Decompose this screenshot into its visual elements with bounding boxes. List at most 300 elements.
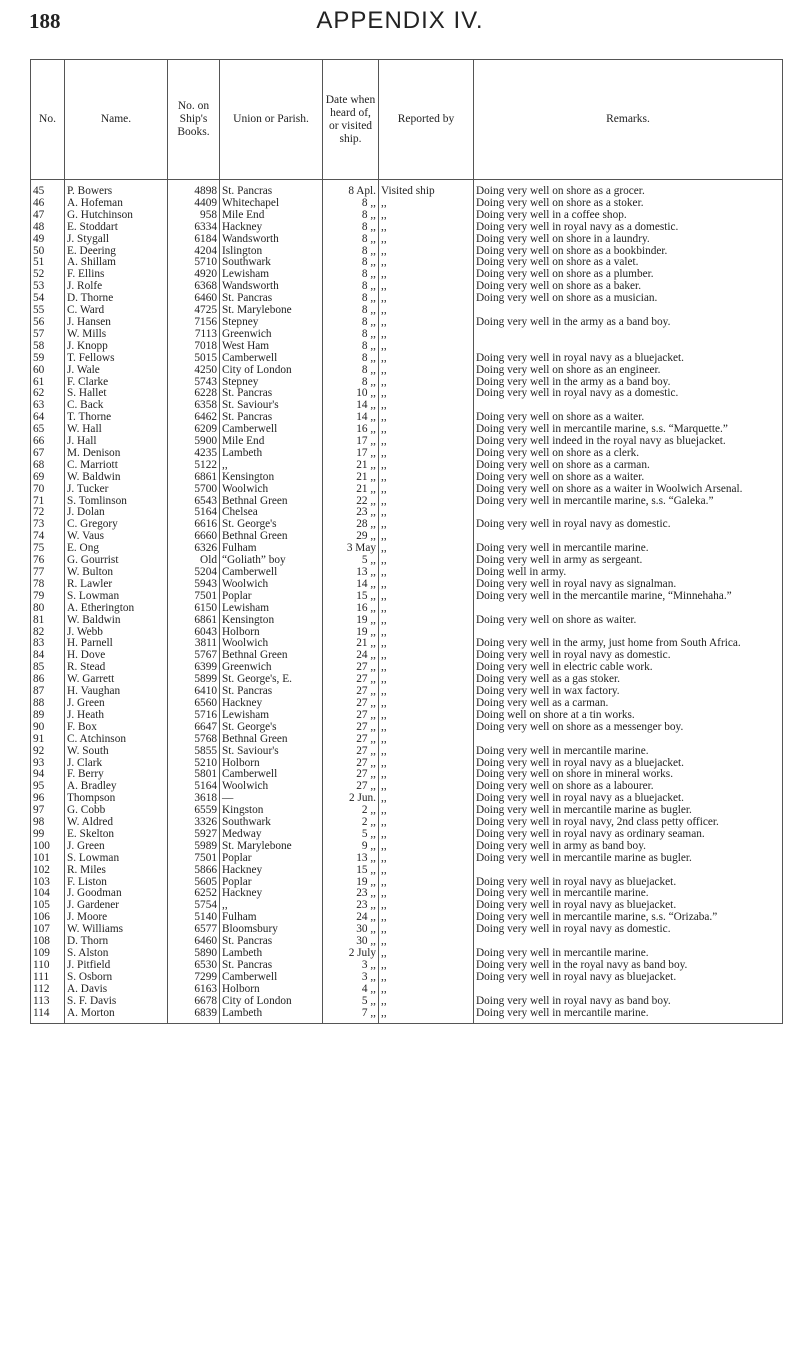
row-name: S. Osborn bbox=[65, 972, 168, 984]
row-reported-by: ,, bbox=[379, 972, 474, 984]
row-reported-by: ,, bbox=[379, 936, 474, 948]
row-number: 77 bbox=[31, 567, 65, 579]
records-table bbox=[30, 59, 783, 1024]
row-number: 112 bbox=[31, 984, 65, 996]
row-union-parish: Hackney bbox=[220, 888, 323, 900]
row-number: 69 bbox=[31, 472, 65, 484]
table-row bbox=[31, 841, 783, 853]
row-number: 105 bbox=[31, 900, 65, 912]
row-union-parish: St. Pancras bbox=[220, 686, 323, 698]
table-row bbox=[31, 722, 783, 734]
row-date: 2 Jun. bbox=[323, 793, 379, 805]
row-remarks bbox=[474, 984, 783, 996]
row-name: R. Stead bbox=[65, 662, 168, 674]
row-union-parish: Southwark bbox=[220, 257, 323, 269]
row-union-parish: Kensington bbox=[220, 615, 323, 627]
row-number: 52 bbox=[31, 269, 65, 281]
row-reported-by: ,, bbox=[379, 984, 474, 996]
row-number: 84 bbox=[31, 650, 65, 662]
row-date: 21 ,, bbox=[323, 638, 379, 650]
row-union-parish: St. George's bbox=[220, 519, 323, 531]
row-reported-by: ,, bbox=[379, 674, 474, 686]
row-union-parish: Holborn bbox=[220, 984, 323, 996]
row-reported-by: ,, bbox=[379, 341, 474, 353]
row-number: 98 bbox=[31, 817, 65, 829]
table-row bbox=[31, 246, 783, 258]
row-reported-by: ,, bbox=[379, 269, 474, 281]
row-date: 8 ,, bbox=[323, 198, 379, 210]
row-date: 4 ,, bbox=[323, 984, 379, 996]
header-remarks: Remarks. bbox=[474, 60, 783, 180]
row-union-parish: St. Saviour's bbox=[220, 746, 323, 758]
row-date: 8 ,, bbox=[323, 365, 379, 377]
row-remarks: Doing very well in the army as a band boy. bbox=[474, 377, 783, 389]
table-row bbox=[31, 734, 783, 746]
row-union-parish: West Ham bbox=[220, 341, 323, 353]
row-union-parish: Holborn bbox=[220, 627, 323, 639]
row-reported-by: ,, bbox=[379, 924, 474, 936]
row-reported-by: ,, bbox=[379, 627, 474, 639]
row-reported-by: ,, bbox=[379, 698, 474, 710]
row-union-parish: Lewisham bbox=[220, 603, 323, 615]
table-row bbox=[31, 591, 783, 603]
row-date: 15 ,, bbox=[323, 865, 379, 877]
row-union-parish: Camberwell bbox=[220, 972, 323, 984]
row-date: 8 ,, bbox=[323, 329, 379, 341]
row-number: 49 bbox=[31, 234, 65, 246]
row-remarks: Doing very well in a coffee shop. bbox=[474, 210, 783, 222]
table-row bbox=[31, 686, 783, 698]
header-no: No. bbox=[31, 60, 65, 180]
row-name: F. Liston bbox=[65, 877, 168, 889]
row-name: E. Deering bbox=[65, 246, 168, 258]
table-row bbox=[31, 281, 783, 293]
row-union-parish: Bloomsbury bbox=[220, 924, 323, 936]
row-remarks: Doing very well on shore as waiter. bbox=[474, 615, 783, 627]
row-union-parish: Poplar bbox=[220, 877, 323, 889]
row-union-parish: Medway bbox=[220, 829, 323, 841]
row-union-parish: St. Pancras bbox=[220, 936, 323, 948]
table-row bbox=[31, 650, 783, 662]
row-ship-number: 4898 bbox=[168, 180, 220, 198]
row-union-parish: City of London bbox=[220, 365, 323, 377]
row-date: 8 ,, bbox=[323, 210, 379, 222]
row-reported-by: ,, bbox=[379, 257, 474, 269]
row-ship-number: 6462 bbox=[168, 412, 220, 424]
row-date: 8 Apl. bbox=[323, 180, 379, 198]
row-date: 5 ,, bbox=[323, 829, 379, 841]
row-reported-by: ,, bbox=[379, 793, 474, 805]
row-reported-by: ,, bbox=[379, 960, 474, 972]
row-number: 103 bbox=[31, 877, 65, 889]
row-ship-number: 7113 bbox=[168, 329, 220, 341]
row-name: C. Atchinson bbox=[65, 734, 168, 746]
row-date: 13 ,, bbox=[323, 853, 379, 865]
row-name: J. Moore bbox=[65, 912, 168, 924]
row-number: 114 bbox=[31, 1008, 65, 1024]
row-ship-number: 6559 bbox=[168, 805, 220, 817]
row-ship-number: 7501 bbox=[168, 853, 220, 865]
table-row bbox=[31, 329, 783, 341]
row-date: 17 ,, bbox=[323, 436, 379, 448]
row-name: H. Dove bbox=[65, 650, 168, 662]
row-ship-number: 6660 bbox=[168, 531, 220, 543]
row-remarks: Doing very well in electric cable work. bbox=[474, 662, 783, 674]
row-remarks: Doing very well in royal navy as signalman. bbox=[474, 579, 783, 591]
row-union-parish: Poplar bbox=[220, 853, 323, 865]
row-union-parish: St. Marylebone bbox=[220, 841, 323, 853]
row-ship-number: 6334 bbox=[168, 222, 220, 234]
row-date: 3 ,, bbox=[323, 972, 379, 984]
row-date: 27 ,, bbox=[323, 758, 379, 770]
row-number: 104 bbox=[31, 888, 65, 900]
row-remarks: Doing very well in mercantile marine, s.s. “Galeka.” bbox=[474, 496, 783, 508]
row-reported-by: ,, bbox=[379, 734, 474, 746]
row-number: 53 bbox=[31, 281, 65, 293]
row-remarks: Doing very well in mercantile marine. bbox=[474, 746, 783, 758]
row-number: 71 bbox=[31, 496, 65, 508]
table-row bbox=[31, 674, 783, 686]
row-remarks: Doing very well on shore in mineral works. bbox=[474, 769, 783, 781]
row-reported-by: ,, bbox=[379, 388, 474, 400]
table-row bbox=[31, 698, 783, 710]
row-union-parish: St. George's, E. bbox=[220, 674, 323, 686]
row-ship-number: 6861 bbox=[168, 615, 220, 627]
row-name: J. Heath bbox=[65, 710, 168, 722]
row-ship-number: 6150 bbox=[168, 603, 220, 615]
row-number: 73 bbox=[31, 519, 65, 531]
row-remarks: Doing very well in royal navy as a bluejacket. bbox=[474, 793, 783, 805]
row-remarks: Doing very well in royal navy as domestic. bbox=[474, 924, 783, 936]
row-date: 30 ,, bbox=[323, 936, 379, 948]
row-number: 76 bbox=[31, 555, 65, 567]
table-row bbox=[31, 472, 783, 484]
row-reported-by: ,, bbox=[379, 246, 474, 258]
row-reported-by: ,, bbox=[379, 758, 474, 770]
row-number: 97 bbox=[31, 805, 65, 817]
row-union-parish: City of London bbox=[220, 996, 323, 1008]
page-header bbox=[0, 0, 800, 50]
row-name: C. Ward bbox=[65, 305, 168, 317]
table-row bbox=[31, 436, 783, 448]
row-remarks: Doing very well on shore as a bookbinder. bbox=[474, 246, 783, 258]
row-ship-number: 6043 bbox=[168, 627, 220, 639]
table-row bbox=[31, 853, 783, 865]
row-number: 82 bbox=[31, 627, 65, 639]
row-union-parish: St. Pancras bbox=[220, 960, 323, 972]
row-name: G. Hutchinson bbox=[65, 210, 168, 222]
row-ship-number: 5210 bbox=[168, 758, 220, 770]
row-remarks: Doing very well in royal navy as a domestic. bbox=[474, 222, 783, 234]
row-number: 70 bbox=[31, 484, 65, 496]
row-name: A. Shillam bbox=[65, 257, 168, 269]
row-name: J. Stygall bbox=[65, 234, 168, 246]
row-name: W. Bulton bbox=[65, 567, 168, 579]
row-number: 67 bbox=[31, 448, 65, 460]
row-remarks: Doing very well in royal navy as a bluejacket. bbox=[474, 758, 783, 770]
table-row bbox=[31, 996, 783, 1008]
row-number: 81 bbox=[31, 615, 65, 627]
row-number: 60 bbox=[31, 365, 65, 377]
row-remarks: Doing very well as a gas stoker. bbox=[474, 674, 783, 686]
row-ship-number: 3326 bbox=[168, 817, 220, 829]
row-union-parish: Mile End bbox=[220, 436, 323, 448]
table-row bbox=[31, 341, 783, 353]
row-union-parish: St. Saviour's bbox=[220, 400, 323, 412]
row-name: S. F. Davis bbox=[65, 996, 168, 1008]
row-name: F. Box bbox=[65, 722, 168, 734]
row-reported-by: ,, bbox=[379, 507, 474, 519]
row-name: T. Thorne bbox=[65, 412, 168, 424]
row-ship-number: Old bbox=[168, 555, 220, 567]
row-remarks bbox=[474, 865, 783, 877]
table-row bbox=[31, 519, 783, 531]
table-row bbox=[31, 543, 783, 555]
row-remarks: Doing very well in the royal navy as band boy. bbox=[474, 960, 783, 972]
row-name: J. Wale bbox=[65, 365, 168, 377]
row-name: A. Bradley bbox=[65, 781, 168, 793]
row-union-parish: ,, bbox=[220, 460, 323, 472]
row-remarks: Doing very well on shore as a waiter in Woolwich Arsenal. bbox=[474, 484, 783, 496]
row-ship-number: 6460 bbox=[168, 293, 220, 305]
row-date: 27 ,, bbox=[323, 781, 379, 793]
table-row bbox=[31, 293, 783, 305]
row-union-parish: St. Pancras bbox=[220, 293, 323, 305]
row-reported-by: ,, bbox=[379, 638, 474, 650]
row-date: 7 ,, bbox=[323, 1008, 379, 1024]
row-date: 23 ,, bbox=[323, 900, 379, 912]
row-name: J. Goodman bbox=[65, 888, 168, 900]
row-union-parish: Camberwell bbox=[220, 353, 323, 365]
row-reported-by: ,, bbox=[379, 365, 474, 377]
row-name: H. Vaughan bbox=[65, 686, 168, 698]
row-remarks: Doing very well on shore as a valet. bbox=[474, 257, 783, 269]
row-date: 27 ,, bbox=[323, 746, 379, 758]
row-number: 59 bbox=[31, 353, 65, 365]
row-remarks: Doing very well on shore as a stoker. bbox=[474, 198, 783, 210]
row-date: 29 ,, bbox=[323, 531, 379, 543]
row-remarks: Doing very well in mercantile marine. bbox=[474, 888, 783, 900]
row-remarks: Doing very well as a carman. bbox=[474, 698, 783, 710]
table-row bbox=[31, 210, 783, 222]
row-name: S. Hallet bbox=[65, 388, 168, 400]
row-reported-by: ,, bbox=[379, 329, 474, 341]
row-union-parish: Lambeth bbox=[220, 1008, 323, 1024]
row-reported-by: ,, bbox=[379, 579, 474, 591]
row-ship-number: 5743 bbox=[168, 377, 220, 389]
row-union-parish: Islington bbox=[220, 246, 323, 258]
row-union-parish: — bbox=[220, 793, 323, 805]
row-number: 86 bbox=[31, 674, 65, 686]
row-remarks: Doing very well in mercantile marine. bbox=[474, 1008, 783, 1024]
row-ship-number: 6460 bbox=[168, 936, 220, 948]
row-union-parish: Hackney bbox=[220, 222, 323, 234]
row-ship-number: 3811 bbox=[168, 638, 220, 650]
row-union-parish: St. Pancras bbox=[220, 388, 323, 400]
row-union-parish: Stepney bbox=[220, 317, 323, 329]
row-reported-by: ,, bbox=[379, 1008, 474, 1024]
row-remarks: Doing very well on shore as a waiter. bbox=[474, 472, 783, 484]
row-ship-number: 5943 bbox=[168, 579, 220, 591]
row-number: 85 bbox=[31, 662, 65, 674]
row-number: 109 bbox=[31, 948, 65, 960]
row-date: 27 ,, bbox=[323, 734, 379, 746]
row-reported-by: ,, bbox=[379, 853, 474, 865]
table-row bbox=[31, 662, 783, 674]
row-ship-number: 6560 bbox=[168, 698, 220, 710]
row-reported-by: ,, bbox=[379, 424, 474, 436]
row-reported-by: ,, bbox=[379, 722, 474, 734]
row-reported-by: ,, bbox=[379, 531, 474, 543]
row-number: 107 bbox=[31, 924, 65, 936]
row-ship-number: 5122 bbox=[168, 460, 220, 472]
row-ship-number: 6163 bbox=[168, 984, 220, 996]
row-date: 27 ,, bbox=[323, 769, 379, 781]
row-remarks: Doing very well in army as band boy. bbox=[474, 841, 783, 853]
row-ship-number: 6209 bbox=[168, 424, 220, 436]
table-row bbox=[31, 710, 783, 722]
row-date: 24 ,, bbox=[323, 912, 379, 924]
row-union-parish: Camberwell bbox=[220, 424, 323, 436]
row-name: M. Denison bbox=[65, 448, 168, 460]
row-union-parish: Woolwich bbox=[220, 579, 323, 591]
row-number: 94 bbox=[31, 769, 65, 781]
row-ship-number: 5164 bbox=[168, 781, 220, 793]
row-number: 66 bbox=[31, 436, 65, 448]
row-ship-number: 5710 bbox=[168, 257, 220, 269]
row-name: F. Ellins bbox=[65, 269, 168, 281]
row-reported-by: ,, bbox=[379, 281, 474, 293]
row-ship-number: 4204 bbox=[168, 246, 220, 258]
row-ship-number: 7156 bbox=[168, 317, 220, 329]
row-date: 14 ,, bbox=[323, 412, 379, 424]
row-number: 96 bbox=[31, 793, 65, 805]
row-remarks: Doing very well in army as sergeant. bbox=[474, 555, 783, 567]
table-row bbox=[31, 769, 783, 781]
row-union-parish: St. Pancras bbox=[220, 412, 323, 424]
row-union-parish: ,, bbox=[220, 900, 323, 912]
row-name: W. Vaus bbox=[65, 531, 168, 543]
table-row bbox=[31, 317, 783, 329]
row-remarks: Doing very well in royal navy as band boy. bbox=[474, 996, 783, 1008]
row-date: 13 ,, bbox=[323, 567, 379, 579]
row-ship-number: 958 bbox=[168, 210, 220, 222]
row-remarks: Doing very well in mercantile marine, s.s. “Marquette.” bbox=[474, 424, 783, 436]
row-number: 57 bbox=[31, 329, 65, 341]
row-reported-by: ,, bbox=[379, 293, 474, 305]
row-number: 56 bbox=[31, 317, 65, 329]
row-number: 79 bbox=[31, 591, 65, 603]
row-remarks: Doing very well in wax factory. bbox=[474, 686, 783, 698]
row-date: 8 ,, bbox=[323, 234, 379, 246]
row-union-parish: Lambeth bbox=[220, 448, 323, 460]
row-remarks: Doing very well in royal navy as a domestic. bbox=[474, 388, 783, 400]
row-date: 8 ,, bbox=[323, 257, 379, 269]
row-number: 75 bbox=[31, 543, 65, 555]
row-reported-by: ,, bbox=[379, 543, 474, 555]
row-reported-by: ,, bbox=[379, 198, 474, 210]
table-row bbox=[31, 496, 783, 508]
table-row bbox=[31, 865, 783, 877]
table-row bbox=[31, 984, 783, 996]
row-reported-by: ,, bbox=[379, 496, 474, 508]
row-ship-number: 6252 bbox=[168, 888, 220, 900]
row-remarks: Doing well on shore at a tin works. bbox=[474, 710, 783, 722]
row-date: 8 ,, bbox=[323, 293, 379, 305]
row-remarks: Doing very well on shore as a clerk. bbox=[474, 448, 783, 460]
row-date: 21 ,, bbox=[323, 484, 379, 496]
row-remarks: Doing very well on shore in a laundry. bbox=[474, 234, 783, 246]
row-remarks: Doing very well in the army, just home from South Africa. bbox=[474, 638, 783, 650]
row-reported-by: Visited ship bbox=[379, 180, 474, 198]
row-date: 2 July bbox=[323, 948, 379, 960]
table-row bbox=[31, 484, 783, 496]
row-union-parish: St. George's bbox=[220, 722, 323, 734]
row-remarks: Doing very well in mercantile marine, s.s. “Orizaba.” bbox=[474, 912, 783, 924]
row-date: 21 ,, bbox=[323, 472, 379, 484]
row-reported-by: ,, bbox=[379, 591, 474, 603]
table-row bbox=[31, 448, 783, 460]
row-name: A. Etherington bbox=[65, 603, 168, 615]
row-number: 48 bbox=[31, 222, 65, 234]
row-reported-by: ,, bbox=[379, 900, 474, 912]
row-ship-number: 7501 bbox=[168, 591, 220, 603]
row-remarks: Doing very well on shore as an engineer. bbox=[474, 365, 783, 377]
row-name: R. Miles bbox=[65, 865, 168, 877]
row-reported-by: ,, bbox=[379, 662, 474, 674]
row-reported-by: ,, bbox=[379, 888, 474, 900]
row-ship-number: 5890 bbox=[168, 948, 220, 960]
row-reported-by: ,, bbox=[379, 484, 474, 496]
row-ship-number: 6839 bbox=[168, 1008, 220, 1024]
row-number: 65 bbox=[31, 424, 65, 436]
row-name: E. Ong bbox=[65, 543, 168, 555]
row-number: 62 bbox=[31, 388, 65, 400]
row-number: 55 bbox=[31, 305, 65, 317]
row-ship-number: 5866 bbox=[168, 865, 220, 877]
row-ship-number: 5900 bbox=[168, 436, 220, 448]
row-name: S. Lowman bbox=[65, 853, 168, 865]
row-number: 58 bbox=[31, 341, 65, 353]
row-reported-by: ,, bbox=[379, 865, 474, 877]
row-name: R. Lawler bbox=[65, 579, 168, 591]
table-row bbox=[31, 555, 783, 567]
row-number: 108 bbox=[31, 936, 65, 948]
table-body bbox=[31, 180, 783, 1024]
row-union-parish: Poplar bbox=[220, 591, 323, 603]
row-date: 27 ,, bbox=[323, 674, 379, 686]
row-date: 5 ,, bbox=[323, 555, 379, 567]
row-number: 50 bbox=[31, 246, 65, 258]
row-union-parish: St. Pancras bbox=[220, 180, 323, 198]
row-reported-by: ,, bbox=[379, 412, 474, 424]
row-name: W. Williams bbox=[65, 924, 168, 936]
row-ship-number: 5716 bbox=[168, 710, 220, 722]
row-union-parish: Greenwich bbox=[220, 662, 323, 674]
row-date: 21 ,, bbox=[323, 460, 379, 472]
row-date: 27 ,, bbox=[323, 686, 379, 698]
row-date: 14 ,, bbox=[323, 400, 379, 412]
row-date: 8 ,, bbox=[323, 317, 379, 329]
row-date: 23 ,, bbox=[323, 507, 379, 519]
row-reported-by: ,, bbox=[379, 448, 474, 460]
row-number: 72 bbox=[31, 507, 65, 519]
row-remarks: Doing very well on shore as a plumber. bbox=[474, 269, 783, 281]
row-remarks: Doing very well on shore as a carman. bbox=[474, 460, 783, 472]
row-ship-number: 5768 bbox=[168, 734, 220, 746]
row-reported-by: ,, bbox=[379, 210, 474, 222]
row-union-parish: Chelsea bbox=[220, 507, 323, 519]
